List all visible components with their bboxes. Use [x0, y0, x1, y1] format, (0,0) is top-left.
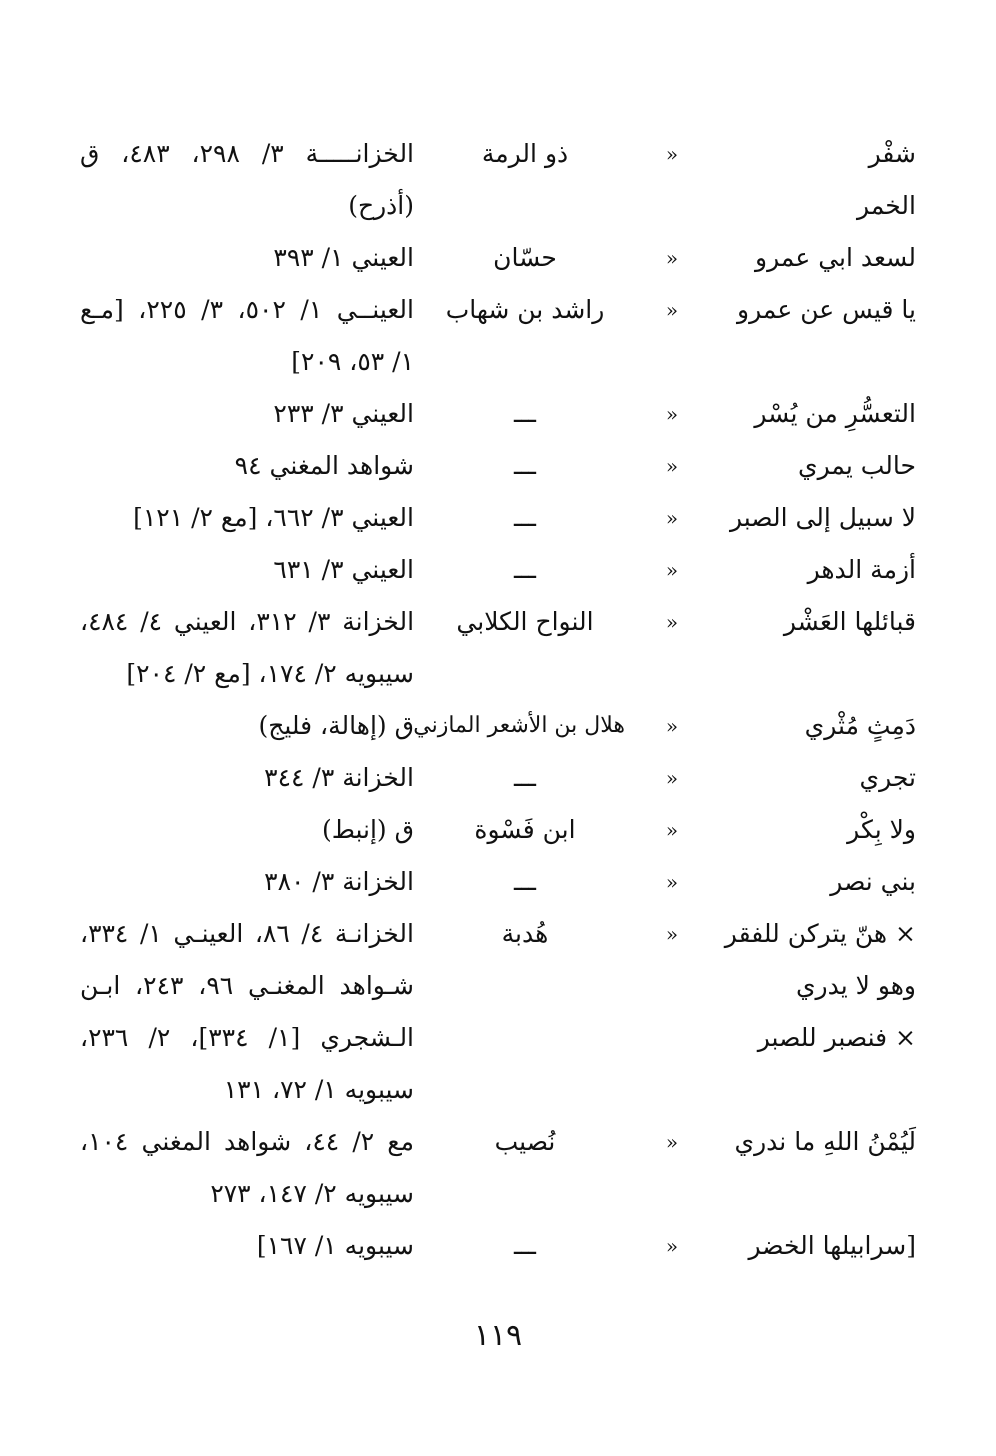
- index-row: [0, 1012, 996, 1064]
- index-row: [0, 388, 996, 440]
- ditto-mark: [660, 180, 684, 232]
- ditto-mark: [660, 1012, 684, 1064]
- source-cell: العيني ٣/ ٦٦٢، [مع ٢/ ١٢١]: [133, 503, 414, 532]
- poet-cell: ذو الرمة: [481, 139, 569, 168]
- verse-cell: × فنصبر للصبر: [757, 1023, 916, 1052]
- index-row: [0, 440, 996, 492]
- ditto-mark: «: [665, 870, 679, 894]
- poet-cell: ـــ: [514, 503, 536, 532]
- index-row: [0, 128, 996, 180]
- index-row: [0, 856, 996, 908]
- ditto-mark: «: [665, 142, 679, 166]
- page-number: ١١٩: [473, 1318, 523, 1353]
- poet-cell: ـــ: [514, 1231, 536, 1260]
- poet-cell: ـــ: [514, 763, 536, 792]
- verse-cell: [686, 1064, 916, 1116]
- ditto-mark: «: [665, 1130, 679, 1154]
- poet-cell: [425, 180, 625, 232]
- source-cell: العيني ٣/ ٢٣٣: [273, 399, 414, 428]
- poet-cell: ـــ: [514, 399, 536, 428]
- index-row: [0, 180, 996, 232]
- index-row: [0, 960, 996, 1012]
- source-cell: الخزانـــــة ٣/ ٢٩٨، ٤٨٣، ق: [80, 139, 414, 168]
- index-row: [0, 1116, 996, 1168]
- ditto-mark: [660, 1168, 684, 1220]
- verse-cell: التعسُّرِ من يُسْر: [754, 399, 916, 428]
- source-cell: مع ٢/ ٤٤، شواهد المغني ١٠٤،: [80, 1127, 414, 1156]
- ditto-mark: «: [665, 454, 679, 478]
- source-cell: الخزانة ٣/ ٣١٢، العيني ٤/ ٤٨٤،: [80, 607, 414, 636]
- poet-cell: [425, 1168, 625, 1220]
- index-row: [0, 700, 996, 752]
- verse-cell: وهو لا يدري: [795, 971, 916, 1000]
- poet-cell: ـــ: [514, 451, 536, 480]
- verse-cell: قبائلها العَشْر: [783, 607, 916, 636]
- ditto-mark: «: [665, 506, 679, 530]
- verse-cell: شفْر: [868, 139, 916, 168]
- index-row: [0, 648, 996, 700]
- index-row: [0, 544, 996, 596]
- source-cell: شـواهد المغنـي ٩٦، ٢٤٣، ابـن: [80, 971, 414, 1000]
- source-cell: الخزانة ٣/ ٣٨٠: [264, 867, 414, 896]
- ditto-mark: «: [665, 1234, 679, 1258]
- poet-cell: هلال بن الأشعر المازني: [413, 713, 625, 738]
- index-row: [0, 1168, 996, 1220]
- ditto-mark: [660, 1064, 684, 1116]
- index-row: [0, 284, 996, 336]
- poet-cell: حسّان: [493, 243, 557, 272]
- ditto-mark: [660, 648, 684, 700]
- poet-cell: نُصيب: [494, 1127, 556, 1156]
- index-row: [0, 1220, 996, 1272]
- index-row: [0, 1064, 996, 1116]
- source-cell: ق (إهالة، فليج): [258, 711, 414, 740]
- source-cell: الخزانـة ٤/ ٨٦، العينـي ١/ ٣٣٤،: [80, 919, 414, 948]
- poet-cell: هُدبة: [501, 919, 549, 948]
- poet-cell: [425, 648, 625, 700]
- poet-cell: ـــ: [514, 555, 536, 584]
- verse-cell: [سرابيلها الخضر: [748, 1231, 916, 1260]
- ditto-mark: «: [665, 818, 679, 842]
- poet-cell: ـــ: [514, 867, 536, 896]
- verse-cell: حالب يمري: [798, 451, 916, 480]
- ditto-mark: «: [665, 922, 679, 946]
- source-cell: الـشجري [١/ ٣٣٤]، ٢/ ٢٣٦،: [80, 1023, 414, 1052]
- source-cell: الخزانة ٣/ ٣٤٤: [264, 763, 414, 792]
- ditto-mark: «: [665, 298, 679, 322]
- verse-cell: لا سبيل إلى الصبر: [729, 503, 916, 532]
- index-row: [0, 336, 996, 388]
- verse-cell: ولا بِكْر: [847, 815, 916, 844]
- verse-cell: دَمِثٍ مُثْري: [804, 711, 916, 740]
- verse-cell: لسعد ابي عمرو: [755, 243, 916, 272]
- poet-cell: النواح الكلابي: [456, 607, 594, 636]
- source-cell: ١/ ٥٣، ٢٠٩]: [291, 347, 414, 376]
- source-cell: العيني ١/ ٣٩٣: [273, 243, 414, 272]
- index-row: [0, 804, 996, 856]
- source-cell: سيبويه ٢/ ١٧٤، [مع ٢/ ٢٠٤]: [126, 659, 414, 688]
- source-cell: ق (إنبط): [321, 815, 414, 844]
- verse-cell: يا قيس عن عمرو: [737, 295, 916, 324]
- ditto-mark: «: [665, 610, 679, 634]
- index-row: [0, 596, 996, 648]
- ditto-mark: [660, 960, 684, 1012]
- poet-cell: [425, 960, 625, 1012]
- verse-cell: أزمة الدهر: [807, 555, 916, 584]
- ditto-mark: «: [665, 558, 679, 582]
- verse-cell: [686, 648, 916, 700]
- poet-cell: [425, 1064, 625, 1116]
- poet-cell: ابن فَسْوة: [474, 815, 576, 844]
- ditto-mark: «: [665, 766, 679, 790]
- poet-cell: راشد بن شهاب: [445, 295, 605, 324]
- verse-cell: لَيُمْنُ اللهِ ما ندري: [734, 1127, 916, 1156]
- index-table: [0, 128, 996, 1272]
- source-cell: سيبويه ٢/ ١٤٧، ٢٧٣: [210, 1179, 414, 1208]
- verse-cell: تجري: [859, 763, 916, 792]
- ditto-mark: [660, 336, 684, 388]
- verse-cell: × هنّ يتركن للفقر: [724, 919, 916, 948]
- ditto-mark: «: [665, 714, 679, 738]
- verse-cell: بني نصر: [830, 867, 916, 896]
- source-cell: سيبويه ١/ ٧٢، ١٣١: [223, 1075, 414, 1104]
- source-cell: العينــي ١/ ٥٠٢، ٣/ ٢٢٥، [مـع: [80, 295, 414, 324]
- verse-cell: [686, 1168, 916, 1220]
- source-cell: شواهد المغني ٩٤: [234, 451, 414, 480]
- index-row: [0, 752, 996, 804]
- source-cell: العيني ٣/ ٦٣١: [273, 555, 414, 584]
- verse-cell: الخمر: [857, 191, 916, 220]
- verse-cell: [686, 336, 916, 388]
- ditto-mark: «: [665, 246, 679, 270]
- source-cell: سيبويه ١/ ١٦٧]: [256, 1231, 414, 1260]
- index-row: [0, 492, 996, 544]
- poet-cell: [425, 336, 625, 388]
- ditto-mark: «: [665, 402, 679, 426]
- index-row: [0, 908, 996, 960]
- poet-cell: [425, 1012, 625, 1064]
- source-cell: (أذرح): [348, 191, 414, 220]
- index-row: [0, 232, 996, 284]
